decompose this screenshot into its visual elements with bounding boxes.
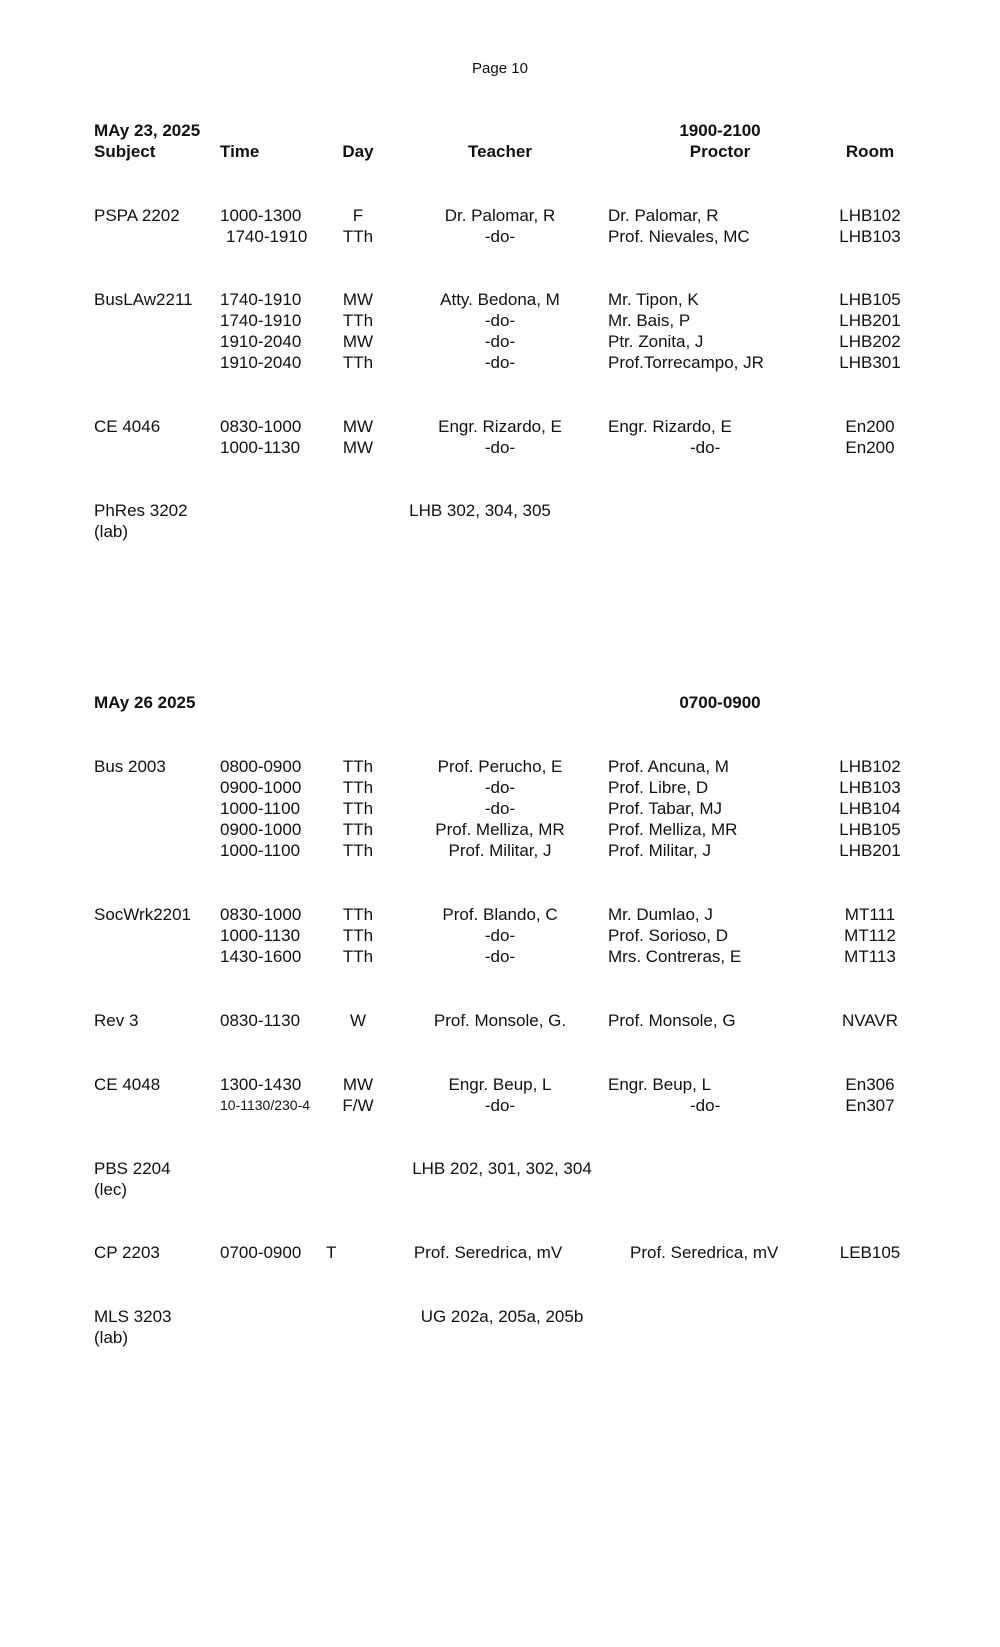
day-cell: F/W — [342, 1096, 374, 1115]
table-row — [0, 289, 1000, 310]
time-cell: 1910-2040 — [220, 353, 302, 372]
room-cell: LHB201 — [839, 311, 901, 330]
subject-subtitle: (lab) — [94, 522, 129, 541]
rooms-note: LHB 302, 304, 305 — [409, 501, 551, 520]
time-cell: 1430-1600 — [220, 947, 302, 966]
subject-block — [0, 289, 1000, 373]
time-cell: 1000-1300 — [220, 206, 302, 225]
time-cell: 1300-1430 — [220, 1075, 302, 1094]
table-row — [0, 352, 1000, 373]
time-cell: 1000-1130 — [220, 926, 301, 945]
teacher-cell: -do- — [484, 353, 516, 372]
time-cell: 0900-1000 — [220, 820, 302, 839]
room-cell: LHB102 — [839, 757, 901, 776]
table-row — [0, 1179, 1000, 1200]
proctor-cell: Prof. Monsole, G — [608, 1011, 736, 1030]
teacher-cell: -do- — [484, 227, 516, 246]
teacher-cell: -do- — [484, 926, 516, 945]
proctor-cell: Prof. Seredrica, mV — [630, 1243, 779, 1262]
teacher-cell: -do- — [484, 332, 516, 351]
table-row — [0, 946, 1000, 967]
teacher-cell: Engr. Beup, L — [448, 1075, 552, 1094]
subject-name: PBS 2204 — [94, 1159, 171, 1178]
header-proctor: Proctor — [689, 142, 751, 161]
subject-name: CE 4048 — [94, 1075, 161, 1094]
time-cell: 1910-2040 — [220, 332, 302, 351]
subject-name: BusLAw2211 — [94, 290, 193, 309]
day-cell: TTh — [342, 926, 374, 945]
table-row — [0, 777, 1000, 798]
room-cell: MT113 — [844, 947, 896, 966]
table-row — [0, 521, 1000, 542]
table-row — [0, 756, 1000, 777]
time-cell: 1740-1910 — [220, 311, 302, 330]
room-cell: MT112 — [844, 926, 896, 945]
proctor-cell: Prof. Tabar, MJ — [608, 799, 723, 818]
table-row — [0, 819, 1000, 840]
proctor-cell: Prof. Libre, D — [608, 778, 709, 797]
teacher-cell: Prof. Militar, J — [448, 841, 552, 860]
subject-block — [0, 756, 1000, 861]
table-row — [0, 1306, 1000, 1327]
subject-block — [0, 416, 1000, 458]
proctor-cell: -do- — [690, 438, 721, 457]
table-row — [0, 840, 1000, 861]
proctor-cell: Prof. Ancuna, M — [608, 757, 729, 776]
subject-block — [0, 500, 1000, 542]
subject-block — [0, 1010, 1000, 1031]
teacher-cell: -do- — [484, 947, 516, 966]
time-cell: 0700-0900 — [220, 1243, 302, 1262]
proctor-cell: Mrs. Contreras, E — [608, 947, 742, 966]
day-cell: TTh — [342, 820, 374, 839]
teacher-cell: Dr. Palomar, R — [444, 206, 556, 225]
teacher-cell: Prof. Perucho, E — [437, 757, 563, 776]
table-row — [0, 1010, 1000, 1031]
time-cell: 1000-1130 — [220, 438, 301, 457]
room-cell: MT111 — [844, 905, 896, 924]
teacher-cell: -do- — [484, 778, 516, 797]
day-cell: TTh — [342, 841, 374, 860]
time-cell: 1000-1100 — [220, 799, 301, 818]
day-cell: TTh — [342, 778, 374, 797]
rooms-note: UG 202a, 205a, 205b — [420, 1307, 584, 1326]
subject-block — [0, 904, 1000, 967]
time-cell: 10-1130/230-4 — [220, 1097, 311, 1113]
subject-block — [0, 1158, 1000, 1200]
teacher-cell: -do- — [484, 1096, 516, 1115]
proctor-cell: Prof.Torrecampo, JR — [608, 353, 764, 372]
page-number: Page 10 — [472, 60, 528, 77]
time-cell: 1000-1100 — [220, 841, 301, 860]
proctor-cell: Prof. Sorioso, D — [608, 926, 728, 945]
subject-block — [0, 1306, 1000, 1348]
proctor-cell: Mr. Bais, P — [608, 311, 691, 330]
room-cell: En200 — [845, 438, 895, 457]
day-cell: TTh — [342, 757, 374, 776]
teacher-cell: Engr. Rizardo, E — [438, 417, 562, 436]
subject-name: Bus 2003 — [94, 757, 166, 776]
proctor-cell: Engr. Rizardo, E — [608, 417, 732, 436]
room-cell: En200 — [845, 417, 895, 436]
room-cell: LHB301 — [839, 353, 901, 372]
table-row — [0, 1242, 1000, 1263]
time-cell: 0830-1000 — [220, 417, 302, 436]
room-cell: LEB105 — [839, 1243, 901, 1262]
room-cell: LHB103 — [839, 227, 901, 246]
day-cell: MW — [342, 332, 374, 351]
teacher-cell: -do- — [484, 311, 516, 330]
time-cell: 0830-1130 — [220, 1011, 301, 1030]
teacher-cell: -do- — [484, 799, 516, 818]
day-cell: TTh — [342, 947, 374, 966]
section-time: 1900-2100 — [679, 121, 761, 140]
subject-subtitle: (lec) — [94, 1180, 128, 1199]
table-row — [0, 437, 1000, 458]
table-row — [0, 1327, 1000, 1348]
table-row — [0, 205, 1000, 226]
room-cell: En306 — [845, 1075, 895, 1094]
teacher-cell: -do- — [484, 438, 516, 457]
day-cell: MW — [342, 290, 374, 309]
header-time: Time — [220, 142, 260, 161]
section-date: MAy 26 2025 — [94, 693, 196, 712]
subject-name: SocWrk2201 — [94, 905, 192, 924]
table-row — [0, 904, 1000, 925]
room-cell: LHB105 — [839, 290, 901, 309]
subject-name: Rev 3 — [94, 1011, 139, 1030]
proctor-cell: Prof. Nievales, MC — [608, 227, 750, 246]
time-cell: 1740-1910 — [220, 290, 302, 309]
subject-name: PSPA 2202 — [94, 206, 180, 225]
proctor-cell: Engr. Beup, L — [608, 1075, 712, 1094]
day-cell: MW — [342, 438, 374, 457]
table-row — [0, 331, 1000, 352]
proctor-cell: Mr. Dumlao, J — [608, 905, 713, 924]
table-row — [0, 1095, 1000, 1116]
proctor-cell: Ptr. Zonita, J — [608, 332, 704, 351]
time-cell: 0830-1000 — [220, 905, 302, 924]
teacher-cell: Prof. Blando, C — [442, 905, 558, 924]
room-cell: NVAVR — [841, 1011, 899, 1030]
teacher-cell: Prof. Seredrica, mV — [413, 1243, 563, 1262]
day-cell: TTh — [342, 311, 374, 330]
subject-name: MLS 3203 — [94, 1307, 172, 1326]
room-cell: LHB201 — [839, 841, 901, 860]
subject-block — [0, 1242, 1000, 1263]
teacher-cell: Atty. Bedona, M — [440, 290, 560, 309]
day-cell: W — [349, 1011, 367, 1030]
table-row — [0, 500, 1000, 521]
proctor-cell: Prof. Melliza, MR — [608, 820, 738, 839]
subject-subtitle: (lab) — [94, 1328, 129, 1347]
time-cell: 0800-0900 — [220, 757, 302, 776]
subject-name: PhRes 3202 — [94, 501, 188, 520]
day-cell: F — [352, 206, 364, 225]
section-time: 0700-0900 — [679, 693, 761, 712]
section-date: MAy 23, 2025 — [94, 121, 201, 140]
table-row — [0, 1158, 1000, 1179]
day-cell: MW — [342, 1075, 374, 1094]
day-cell: MW — [342, 417, 374, 436]
teacher-cell: Prof. Monsole, G. — [433, 1011, 567, 1030]
day-cell: TTh — [342, 799, 374, 818]
table-row — [0, 310, 1000, 331]
table-row — [0, 226, 1000, 247]
room-cell: LHB104 — [839, 799, 901, 818]
table-row — [0, 1074, 1000, 1095]
day-cell: T — [326, 1243, 337, 1262]
day-cell: TTh — [342, 227, 374, 246]
subject-name: CE 4046 — [94, 417, 161, 436]
rooms-note: LHB 202, 301, 302, 304 — [412, 1159, 592, 1178]
proctor-cell: Mr. Tipon, K — [608, 290, 699, 309]
table-row — [0, 925, 1000, 946]
room-cell: LHB103 — [839, 778, 901, 797]
proctor-cell: Prof. Militar, J — [608, 841, 711, 860]
room-cell: En307 — [845, 1096, 895, 1115]
room-cell: LHB102 — [839, 206, 901, 225]
header-teacher: Teacher — [468, 142, 532, 161]
time-cell: 0900-1000 — [220, 778, 302, 797]
subject-name: CP 2203 — [94, 1243, 160, 1262]
proctor-cell: -do- — [690, 1096, 721, 1115]
table-row — [0, 798, 1000, 819]
room-cell: LHB105 — [839, 820, 901, 839]
header-subject: Subject — [94, 142, 156, 161]
header-day: Day — [342, 142, 374, 161]
table-row — [0, 416, 1000, 437]
header-room: Room — [845, 142, 895, 161]
subject-block — [0, 205, 1000, 247]
teacher-cell: Prof. Melliza, MR — [435, 820, 565, 839]
time-cell: 1740-1910 — [226, 227, 308, 246]
proctor-cell: Dr. Palomar, R — [608, 206, 719, 225]
day-cell: TTh — [342, 905, 374, 924]
subject-block — [0, 1074, 1000, 1116]
day-cell: TTh — [342, 353, 374, 372]
room-cell: LHB202 — [839, 332, 901, 351]
